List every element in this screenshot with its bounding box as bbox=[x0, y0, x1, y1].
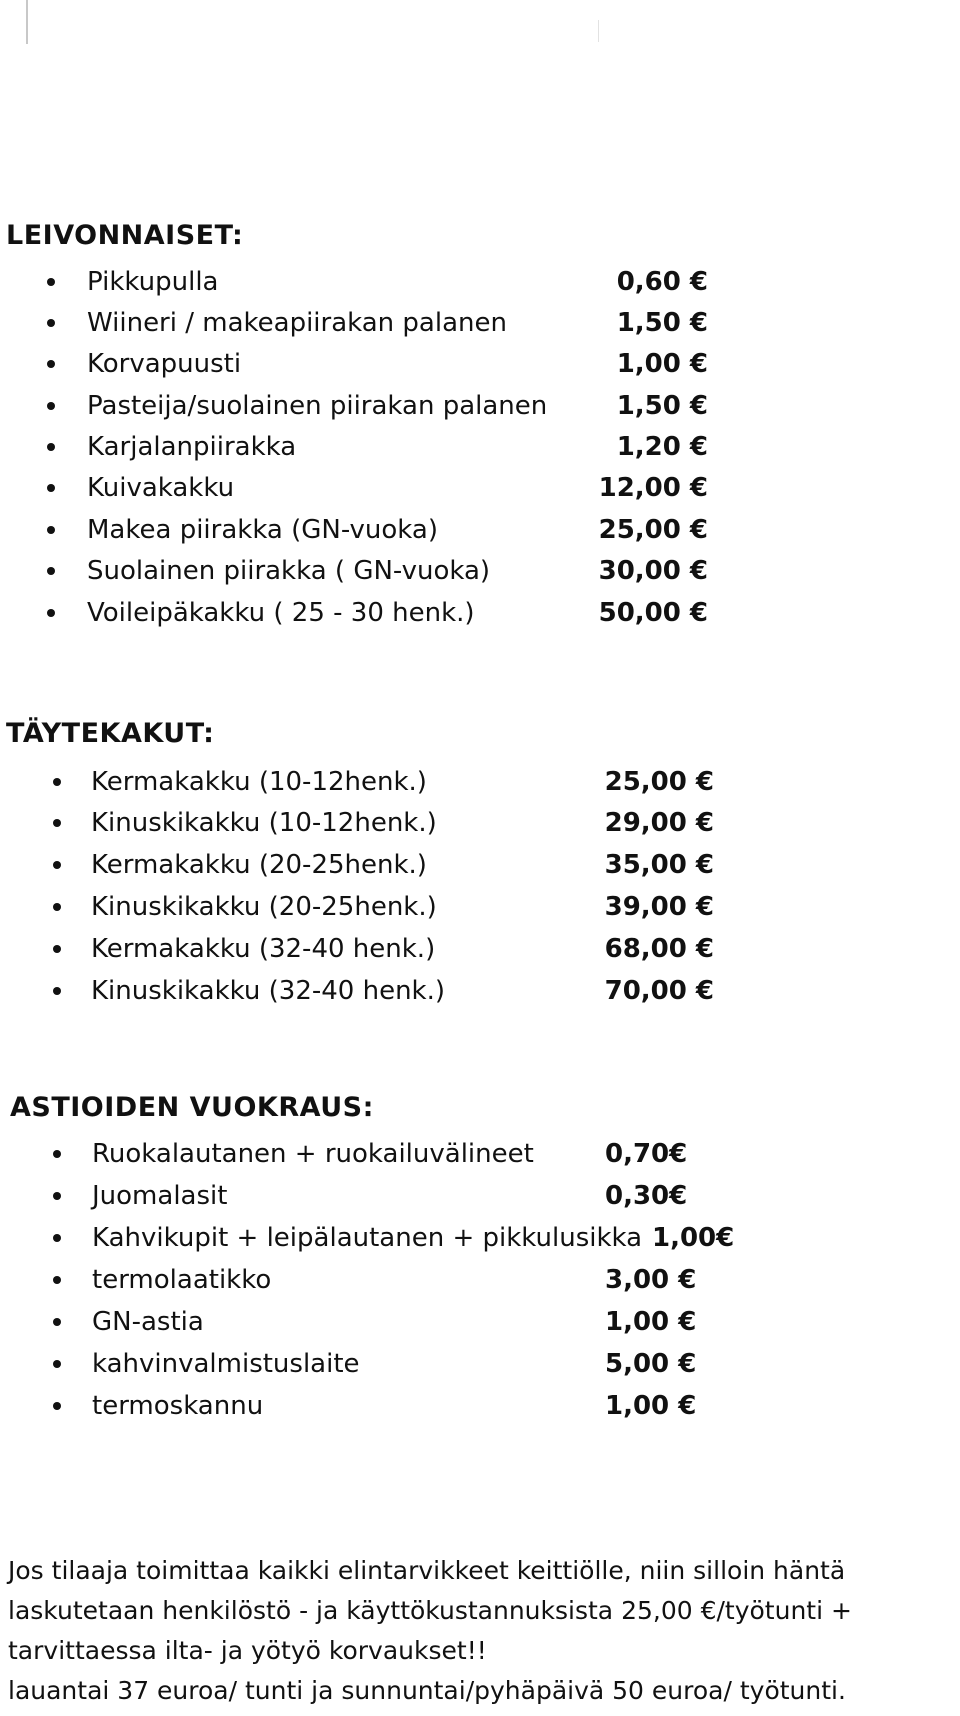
item-price: 0,60 € bbox=[616, 267, 708, 297]
item-name: termoskannu bbox=[92, 1391, 264, 1421]
bullet-icon bbox=[53, 1276, 61, 1284]
bullet-icon bbox=[53, 819, 61, 827]
list-item bbox=[0, 845, 960, 885]
item-price: 0,30€ bbox=[605, 1181, 688, 1211]
bullet-icon bbox=[53, 945, 61, 953]
item-price: 3,00 € bbox=[605, 1265, 697, 1295]
item-price: 29,00 € bbox=[604, 808, 714, 838]
list-item bbox=[0, 344, 960, 384]
item-price: 70,00 € bbox=[604, 976, 714, 1006]
item-name: Kermakakku (32-40 henk.) bbox=[91, 934, 436, 964]
list-item bbox=[0, 929, 960, 969]
item-price: 1,50 € bbox=[616, 391, 708, 421]
list-item bbox=[0, 1386, 960, 1426]
bullet-icon bbox=[47, 567, 55, 575]
list-item bbox=[0, 551, 960, 591]
list-item bbox=[0, 762, 960, 802]
list-item bbox=[0, 887, 960, 927]
list-item bbox=[0, 427, 960, 467]
bullet-icon bbox=[47, 360, 55, 368]
note-line: laskutetaan henkilöstö - ja käyttökustannuksista 25,00 €/työtunti + bbox=[8, 1596, 852, 1625]
bullet-icon bbox=[53, 903, 61, 911]
item-name: Kinuskikakku (20-25henk.) bbox=[91, 892, 437, 922]
item-price: 5,00 € bbox=[605, 1349, 697, 1379]
item-name: Karjalanpiirakka bbox=[87, 432, 297, 462]
item-name: Kahvikupit + leipälautanen + pikkulusikka bbox=[92, 1223, 643, 1253]
bullet-icon bbox=[53, 1150, 61, 1158]
bullet-icon bbox=[47, 402, 55, 410]
item-price: 1,20 € bbox=[616, 432, 708, 462]
list-item bbox=[0, 1302, 960, 1342]
list-item bbox=[0, 971, 960, 1011]
list-item bbox=[0, 510, 960, 550]
list-item bbox=[0, 386, 960, 426]
item-name: GN-astia bbox=[92, 1307, 204, 1337]
bullet-icon bbox=[47, 526, 55, 534]
item-price: 50,00 € bbox=[598, 598, 708, 628]
bullet-icon bbox=[53, 861, 61, 869]
bullet-icon bbox=[47, 319, 55, 327]
list-item bbox=[0, 1176, 960, 1216]
item-name: Juomalasit bbox=[92, 1181, 228, 1211]
section-heading: TÄYTEKAKUT: bbox=[6, 718, 215, 749]
item-price: 39,00 € bbox=[604, 892, 714, 922]
item-name: Kinuskikakku (32-40 henk.) bbox=[91, 976, 446, 1006]
item-price: 1,50 € bbox=[616, 308, 708, 338]
item-price: 1,00 € bbox=[605, 1391, 697, 1421]
bullet-icon bbox=[53, 1234, 61, 1242]
list-item bbox=[0, 803, 960, 843]
bullet-icon bbox=[53, 1402, 61, 1410]
bullet-icon bbox=[47, 484, 55, 492]
item-price: 1,00 € bbox=[605, 1307, 697, 1337]
scan-artifact-line bbox=[26, 0, 28, 44]
note-line: Jos tilaaja toimittaa kaikki elintarvikkeet keittiölle, niin silloin häntä bbox=[8, 1556, 846, 1585]
item-price: 25,00 € bbox=[598, 515, 708, 545]
footer-note bbox=[8, 1551, 958, 1711]
item-name: Kinuskikakku (10-12henk.) bbox=[91, 808, 437, 838]
item-price: 1,00 € bbox=[616, 349, 708, 379]
item-name: Ruokalautanen + ruokailuvälineet bbox=[92, 1139, 534, 1169]
item-price: 35,00 € bbox=[604, 850, 714, 880]
item-name: Pasteija/suolainen piirakan palanen bbox=[87, 391, 548, 421]
bullet-icon bbox=[53, 1360, 61, 1368]
bullet-icon bbox=[53, 1318, 61, 1326]
list-item bbox=[0, 1218, 960, 1258]
section-heading: LEIVONNAISET: bbox=[6, 220, 244, 251]
item-price: 12,00 € bbox=[598, 473, 708, 503]
list-item bbox=[0, 1344, 960, 1384]
list-item bbox=[0, 1260, 960, 1300]
list-item bbox=[0, 1134, 960, 1174]
item-price: 68,00 € bbox=[604, 934, 714, 964]
item-name: Korvapuusti bbox=[87, 349, 242, 379]
bullet-icon bbox=[47, 278, 55, 286]
bullet-icon bbox=[53, 1192, 61, 1200]
item-name: Kermakakku (20-25henk.) bbox=[91, 850, 427, 880]
scan-artifact-line bbox=[598, 20, 599, 42]
bullet-icon bbox=[47, 609, 55, 617]
item-price: 30,00 € bbox=[598, 556, 708, 586]
item-name: Suolainen piirakka ( GN-vuoka) bbox=[87, 556, 491, 586]
bullet-icon bbox=[47, 443, 55, 451]
note-line: lauantai 37 euroa/ tunti ja sunnuntai/pyhäpäivä 50 euroa/ työtunti. bbox=[8, 1676, 846, 1705]
list-item bbox=[0, 593, 960, 633]
list-item bbox=[0, 262, 960, 302]
item-name: Kuivakakku bbox=[87, 473, 235, 503]
item-name: Wiineri / makeapiirakan palanen bbox=[87, 308, 507, 338]
item-name: Makea piirakka (GN-vuoka) bbox=[87, 515, 438, 545]
bullet-icon bbox=[53, 987, 61, 995]
item-price: 25,00 € bbox=[604, 767, 714, 797]
list-item bbox=[0, 468, 960, 508]
item-name: Kermakakku (10-12henk.) bbox=[91, 767, 427, 797]
item-name: Pikkupulla bbox=[87, 267, 219, 297]
item-name: termolaatikko bbox=[92, 1265, 272, 1295]
list-item bbox=[0, 303, 960, 343]
note-line: tarvittaessa ilta- ja yötyö korvaukset!! bbox=[8, 1636, 487, 1665]
section-heading: ASTIOIDEN VUOKRAUS: bbox=[10, 1092, 374, 1123]
item-name: Voileipäkakku ( 25 - 30 henk.) bbox=[87, 598, 475, 628]
item-price: 1,00€ bbox=[652, 1223, 735, 1253]
item-price: 0,70€ bbox=[605, 1139, 688, 1169]
bullet-icon bbox=[53, 778, 61, 786]
item-name: kahvinvalmistuslaite bbox=[92, 1349, 360, 1379]
